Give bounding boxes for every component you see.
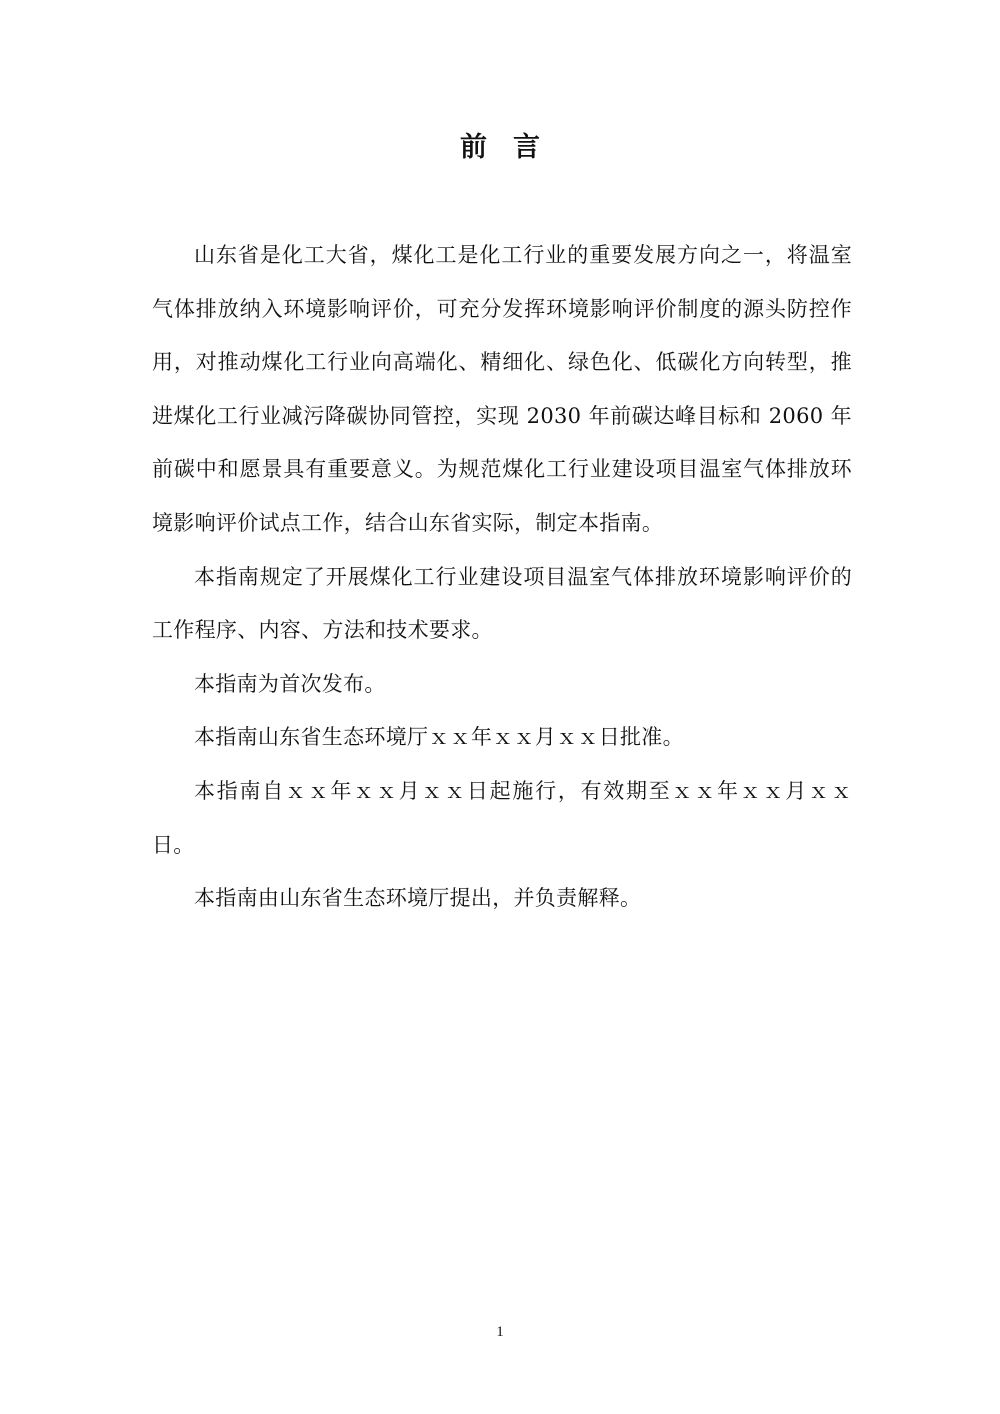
paragraph-intro: 山东省是化工大省，煤化工是化工行业的重要发展方向之一，将温室气体排放纳入环境影响评价，可充分发挥环境影响评价制度的源头防控作用，对推动煤化工行业向高端化、精细化、绿色化、低碳化方向转型，推进煤化工行业减污降碳协同管控，实现 2030 年前碳达峰目标和 2060 年前碳中和愿景具有重要意义。为规范煤化工行业建设项目温室气体排放环境影响评价试点工作，结合山东省实际，制定本指南。	[152, 243, 852, 535]
paragraph-approval: 本指南山东省生态环境厅ｘｘ年ｘｘ月ｘｘ日批准。	[194, 725, 684, 750]
paragraph-effective-date: 本指南自ｘｘ年ｘｘ月ｘｘ日起施行，有效期至ｘｘ年ｘｘ月ｘｘ日。	[152, 778, 852, 857]
document-body	[152, 229, 852, 926]
page-number: 1	[496, 1324, 504, 1340]
paragraph-scope: 本指南规定了开展煤化工行业建设项目温室气体排放环境影响评价的工作程序、内容、方法和技术要求。	[152, 564, 852, 643]
paragraph-interpretation: 本指南由山东省生态环境厅提出，并负责解释。	[194, 886, 642, 911]
paragraph-first-release: 本指南为首次发布。	[194, 671, 386, 696]
page-title: 前言	[460, 132, 566, 163]
